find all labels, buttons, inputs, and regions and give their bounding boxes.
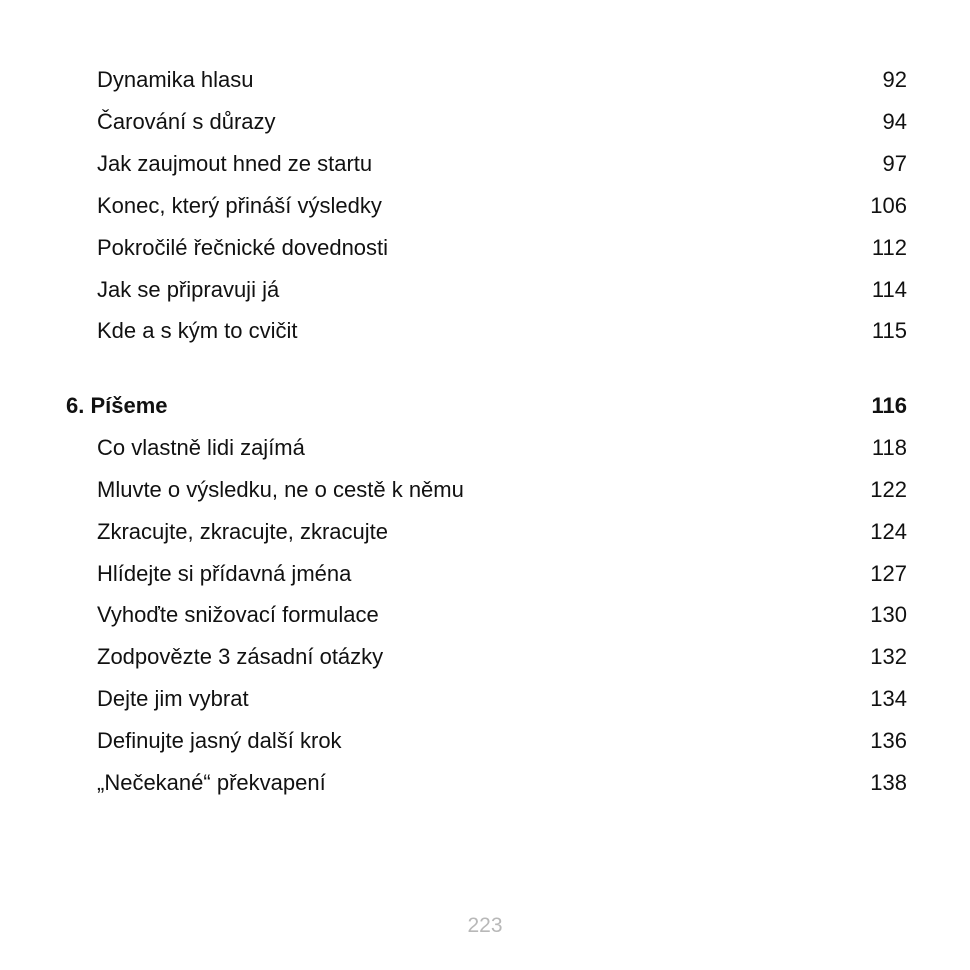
toc-entry-page: 106 (870, 193, 907, 218)
toc-entry (97, 149, 907, 179)
toc-entry-page: 138 (870, 770, 907, 795)
toc-entry (97, 275, 907, 305)
toc-entry-title: Pokročilé řečnické dovednosti (97, 235, 389, 260)
toc-entry (97, 316, 907, 346)
toc-entry-page: 134 (870, 686, 907, 711)
toc-entry-title: Konec, který přináší výsledky (97, 193, 382, 218)
toc-entry-page: 112 (871, 235, 907, 260)
toc-entry-page: 118 (871, 435, 907, 460)
toc-entry-title: Hlídejte si přídavná jména (97, 561, 352, 586)
toc-entry-page: 115 (871, 318, 907, 343)
toc-entry-title: Co vlastně lidi zajímá (97, 435, 305, 460)
toc-entry-title: Definujte jasný další krok (97, 728, 342, 753)
toc-entry (97, 726, 907, 756)
toc-entry (97, 107, 907, 137)
toc-entry-page: 114 (871, 277, 907, 302)
toc-entry (97, 475, 907, 505)
toc-entry-page: 124 (870, 519, 907, 544)
toc-entry-title: Dejte jim vybrat (97, 686, 249, 711)
toc-entry-title: „Nečekané“ překvapení (97, 770, 326, 795)
toc-entry (97, 433, 907, 463)
toc-entry-page: 136 (870, 728, 907, 753)
toc-entry-page: 130 (870, 602, 907, 627)
toc-entry (97, 559, 907, 589)
toc-entry-title: Vyhoďte snižovací formulace (97, 602, 379, 627)
toc-entry-page: 97 (882, 151, 907, 176)
toc-entry-page: 132 (870, 644, 907, 669)
toc-entry (97, 65, 907, 95)
toc-entry (97, 684, 907, 714)
toc-entry (97, 600, 907, 630)
toc-entry-title: Kde a s kým to cvičit (97, 318, 298, 343)
toc-chapter-heading (66, 391, 907, 421)
toc-entry-title: Jak zaujmout hned ze startu (97, 151, 373, 176)
toc-entry (97, 768, 907, 798)
toc-entry-page: 127 (870, 561, 907, 586)
toc-entry-page: 92 (882, 67, 907, 92)
toc-entry-title: Zodpovězte 3 zásadní otázky (97, 644, 384, 669)
toc-entry (97, 191, 907, 221)
toc-entry-title: Zkracujte, zkracujte, zkracujte (97, 519, 388, 544)
toc-entry (97, 517, 907, 547)
toc-entry-title: Mluvte o výsledku, ne o cestě k němu (97, 477, 464, 502)
page-number: 223 (467, 914, 503, 937)
toc-entry-page: 122 (870, 477, 907, 502)
toc-entry-title: Dynamika hlasu (97, 67, 254, 92)
toc-entry-title: Jak se připravuji já (97, 277, 280, 302)
toc-entry (97, 642, 907, 672)
toc-entry (97, 233, 907, 263)
toc-entry-title: Čarování s důrazy (97, 109, 276, 134)
toc-entry-page: 94 (882, 109, 907, 134)
toc-chapter-title: 6. Píšeme (66, 393, 168, 418)
toc-chapter-page: 116 (871, 393, 907, 418)
